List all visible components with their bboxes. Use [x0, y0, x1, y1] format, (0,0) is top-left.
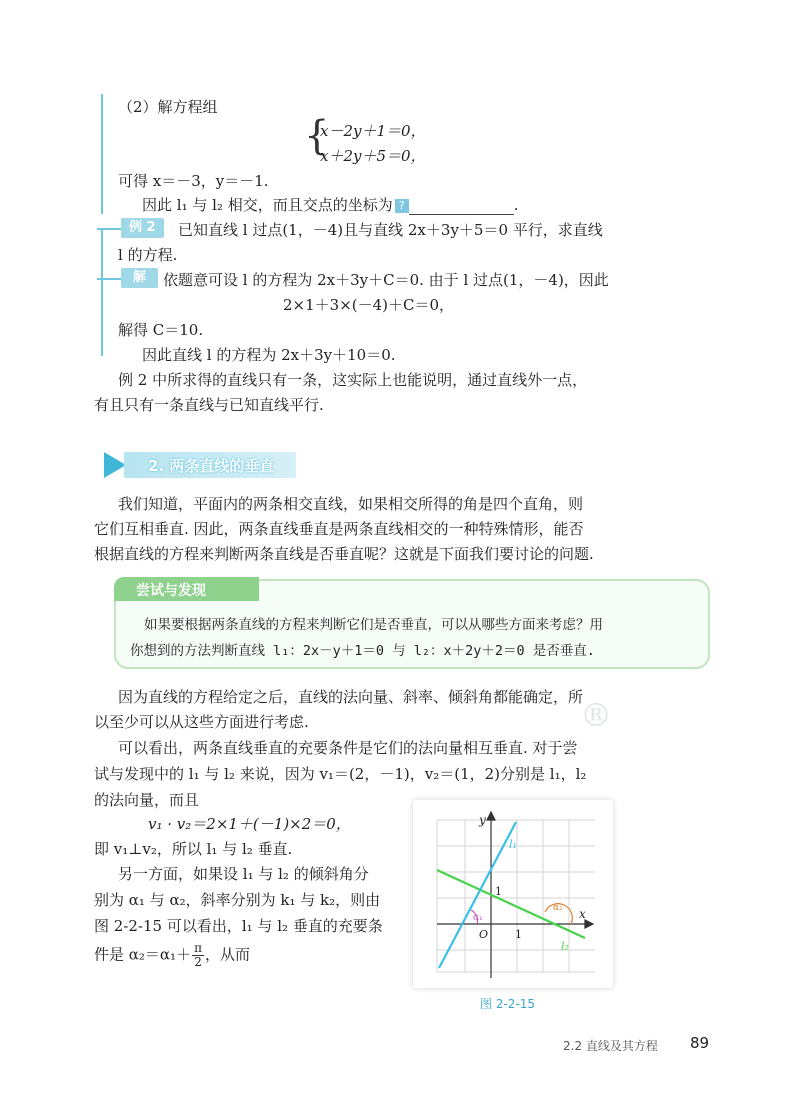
ex1-end-period: . — [513, 196, 519, 214]
ex1-part2-heading: （2）解方程组 — [118, 98, 218, 116]
watermark-registered-icon: ® — [580, 696, 612, 734]
intro-line1: 我们知道，平面内的两条相交直线，如果相交所得的角是四个直角，则 — [118, 495, 584, 513]
equation-brace: { — [304, 113, 330, 159]
remark-line1: 例 2 中所求得的直线只有一条，这实际上也能说明，通过直线外一点， — [118, 371, 588, 389]
solution-tag: 解 — [121, 268, 158, 288]
remark-line2: 有且只有一条直线与已知直线平行. — [94, 396, 324, 414]
axis-y-label: y — [479, 813, 486, 827]
figure-2-2-15 — [413, 800, 613, 988]
axis-x-label: x — [579, 907, 586, 921]
equation-1: x－2y＋1＝0， — [320, 122, 426, 140]
banner-arrow — [104, 452, 126, 478]
p3-line4-b: ，从而 — [204, 945, 250, 964]
equation-2: x＋2y＋5＝0， — [320, 147, 426, 165]
solution-line3: 解得 C＝10. — [118, 321, 204, 339]
example-side-bar-top — [101, 94, 103, 214]
p3-line4-a: 件是 α₂＝α₁＋ — [94, 945, 192, 964]
ex2-line2: l 的方程. — [118, 246, 178, 264]
body-p3-line4 — [94, 942, 250, 969]
figure-graph — [413, 800, 613, 988]
perpendicular-line: 即 v₁⊥v₂，所以 l₁ 与 l₂ 垂直. — [94, 840, 293, 858]
body-p1-line1: 因为直线的方程给定之后，直线的法向量、斜率、倾斜角都能确定，所 — [118, 688, 584, 706]
ex2-line1: 已知直线 l 过点(1，－4)且与直线 2x＋3y＋5＝0 平行，求直线 — [178, 221, 603, 239]
example-2-tag: 例 2 — [121, 218, 164, 238]
body-p2-line2: 试与发现中的 l₁ 与 l₂ 来说，因为 v₁＝(2，－1)，v₂＝(1，2)分别是 l₁，l₂ — [94, 765, 587, 783]
tick-y-1: 1 — [495, 885, 502, 898]
axes — [437, 812, 593, 978]
origin-label: O — [479, 928, 489, 941]
body-p3-line3: 图 2-2-15 可以看出，l₁ 与 l₂ 垂直的充要条 — [94, 917, 383, 935]
frac-den: 2 — [194, 955, 202, 969]
try-header-label: 尝试与发现 — [136, 583, 206, 599]
l1-label: l₁ — [509, 838, 517, 851]
alpha2-label: α₂ — [553, 903, 563, 913]
try-line1: 如果要根据两条直线的方程来判断它们是否垂直，可以从哪些方面来考虑？用 — [144, 617, 603, 633]
body-p3-line1: 另一方面，如果设 l₁ 与 l₂ 的倾斜角分 — [118, 865, 369, 883]
body-p3-line2: 别为 α₁ 与 α₂，斜率分别为 k₁ 与 k₂，则由 — [94, 891, 381, 909]
footer-section: 2.2 直线及其方程 — [563, 1039, 658, 1053]
question-badge: ? — [395, 199, 409, 213]
page-number: 89 — [690, 1034, 710, 1052]
solution-line4: 因此直线 l 的方程为 2x＋3y＋10＝0. — [142, 346, 396, 364]
frac-num: π — [194, 941, 202, 955]
try-discover-header — [114, 577, 259, 601]
solution-side-tick — [97, 278, 121, 280]
answer-blank — [409, 200, 514, 215]
solution-line1: 依题意可设 l 的方程为 2x＋3y＋C＝0. 由于 l 过点(1，－4)，因此 — [163, 271, 609, 289]
tick-x-1: 1 — [515, 928, 522, 941]
intro-line2: 它们互相垂直. 因此，两条直线垂直是两条直线相交的一种特殊情形，能否 — [94, 520, 584, 538]
alpha1-label: α₁ — [473, 913, 483, 923]
pi-fraction — [192, 942, 204, 969]
body-p2-line3: 的法向量，而且 — [94, 791, 200, 809]
body-p2-line1: 可以看出，两条直线垂直的充要条件是它们的法向量相互垂直. 对于尝 — [118, 739, 578, 757]
line-l1 — [439, 822, 516, 968]
ex1-conclusion-text: 因此 l₁ 与 l₂ 相交，而且交点的坐标为 — [142, 196, 393, 214]
section-banner — [104, 450, 296, 480]
example-side-bar-bottom — [101, 228, 103, 356]
body-p1-line2: 以至少可以从这些方面进行考虑. — [94, 713, 309, 731]
dot-product: v₁ · v₂＝2×1＋(－1)×2＝0， — [148, 815, 351, 833]
solution-line2: 2×1＋3×(－4)＋C＝0， — [283, 296, 455, 314]
intro-line3: 根据直线的方程来判断两条直线是否垂直呢？这就是下面我们要讨论的问题. — [94, 545, 594, 563]
ex1-result: 可得 x＝－3，y＝－1. — [118, 172, 269, 190]
l2-label: l₂ — [561, 940, 569, 953]
section-title: 2. 两条直线的垂直 — [148, 457, 275, 475]
ex1-conclusion — [142, 194, 518, 215]
try-line2: 你想到的方法判断直线 l₁：2x－y＋1＝0 与 l₂：x＋2y＋2＝0 是否垂直. — [130, 643, 595, 659]
figure-caption: 图 2-2-15 — [480, 997, 536, 1011]
